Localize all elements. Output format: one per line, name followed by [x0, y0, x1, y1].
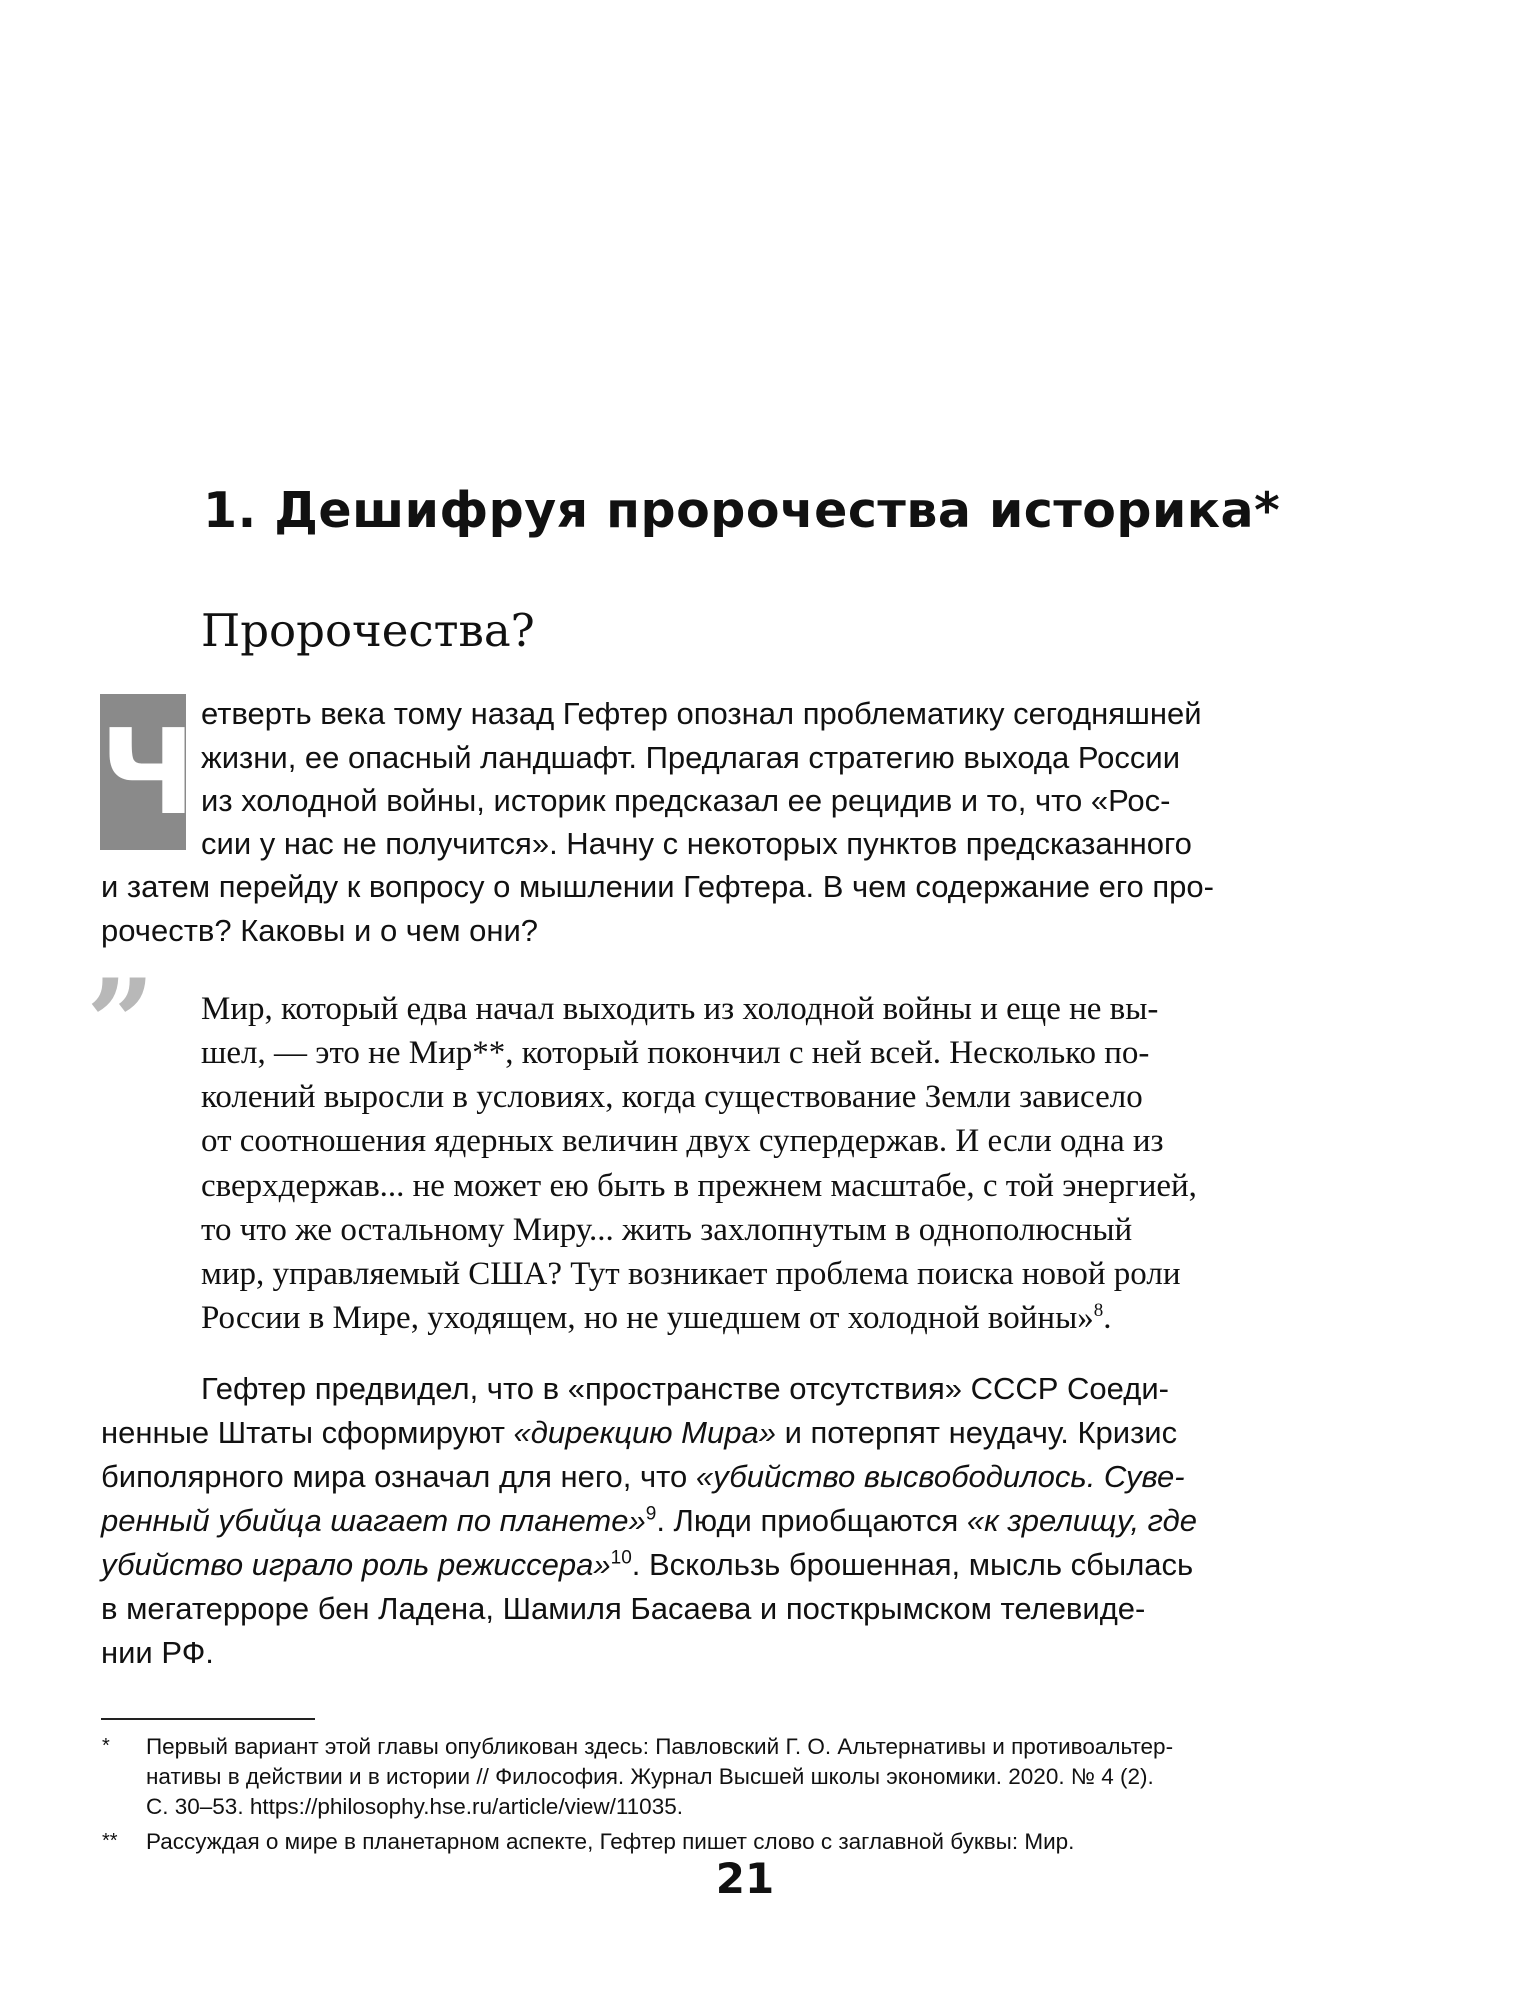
- footnote-divider: [101, 1718, 315, 1720]
- body-line: [101, 1544, 1193, 1586]
- body-text: биполярного мира означал для него, что: [101, 1459, 696, 1494]
- body-line: [101, 1456, 1185, 1498]
- body-line: нии РФ.: [101, 1635, 214, 1670]
- footnote-line: нативы в действии и в истории // Философия. Журнал Высшей школы экономики. 2020. № 4 (2).: [146, 1764, 1154, 1789]
- quote-line: шел, — это не Мир**, который покончил с ней всей. Несколько по-: [201, 1035, 1150, 1071]
- quote-line: сверхдержав... не может ею быть в прежнем масштабе, с той энергией,: [201, 1168, 1197, 1204]
- footnote-line: Рассуждая о мире в планетарном аспекте, Гефтер пишет слово с заглавной буквы: Мир.: [146, 1829, 1075, 1854]
- footnote-line: Первый вариант этой главы опубликован здесь: Павловский Г. О. Альтернативы и противоальтер-: [146, 1734, 1174, 1759]
- quote-line: то что же остальному Миру... жить захлопнутым в однополюсный: [201, 1212, 1133, 1248]
- quote-line: Мир, который едва начал выходить из холодной войны и еще не вы-: [201, 991, 1159, 1027]
- italic-quote: ренный убийца шагает по планете»: [101, 1503, 646, 1538]
- chapter-title: 1. Дешифруя пророчества историка*: [203, 482, 1281, 539]
- footnote-line: С. 30–53. https://philosophy.hse.ru/article/view/11035.: [146, 1794, 683, 1819]
- quote-last-text: России в Мире, уходящем, но не ушедшем от холодной войны»: [201, 1300, 1094, 1336]
- footnote-marker: *: [102, 1735, 110, 1757]
- footnote-marker: **: [102, 1830, 118, 1852]
- italic-quote: убийство играло роль режиссера»: [101, 1547, 611, 1582]
- quote-line: [201, 1296, 1112, 1340]
- body-text: и потерпят неудачу. Кризис: [775, 1415, 1178, 1450]
- intro-line: сии у нас не получится». Начну с некоторых пунктов предсказанного: [201, 826, 1192, 861]
- footnote-ref-8: 8: [1093, 1300, 1104, 1321]
- italic-quote: «дирекцию Мира»: [513, 1415, 776, 1450]
- quote-line: колений выросли в условиях, когда существование Земли зависело: [201, 1079, 1143, 1115]
- drop-cap: Ч: [100, 694, 186, 850]
- italic-quote: «к зрелищу, где: [966, 1503, 1197, 1538]
- body-line: в мегатерроре бен Ладена, Шамиля Басаева и посткрымском телевиде-: [101, 1591, 1146, 1626]
- intro-line: рочеств? Каковы и о чем они?: [101, 913, 539, 948]
- intro-line: и затем перейду к вопросу о мышлении Гефтера. В чем содержание его про-: [101, 869, 1214, 904]
- quote-end-punct: .: [1103, 1300, 1112, 1336]
- body-line: [101, 1500, 1197, 1542]
- footnote-ref-10: 10: [610, 1547, 632, 1569]
- body-text: . Вскользь брошенная, мысль сбылась: [631, 1547, 1194, 1582]
- body-line: [101, 1412, 1177, 1454]
- page-number: 21: [715, 1854, 775, 1903]
- intro-line: етверть века тому назад Гефтер опознал проблематику сегодняшней: [201, 696, 1202, 731]
- body-line: Гефтер предвидел, что в «пространстве отсутствия» СССР Соеди-: [201, 1371, 1169, 1406]
- intro-line: жизни, ее опасный ландшафт. Предлагая стратегию выхода России: [201, 740, 1181, 775]
- quote-line: мир, управляемый США? Тут возникает проблема поиска новой роли: [201, 1256, 1181, 1292]
- section-title: Пророчества?: [201, 604, 535, 657]
- intro-line: из холодной войны, историк предсказал ее рецидив и то, что «Рос-: [201, 783, 1171, 818]
- body-text: ненные Штаты сформируют: [101, 1415, 514, 1450]
- quote-line: от соотношения ядерных величин двух супердержав. И если одна из: [201, 1123, 1164, 1159]
- italic-quote: «убийство высвободилось. Суве-: [695, 1459, 1185, 1494]
- footnote-ref-9: 9: [645, 1503, 657, 1525]
- quote-mark-icon: ”: [86, 953, 156, 1094]
- body-text: . Люди приобщаются: [656, 1503, 967, 1538]
